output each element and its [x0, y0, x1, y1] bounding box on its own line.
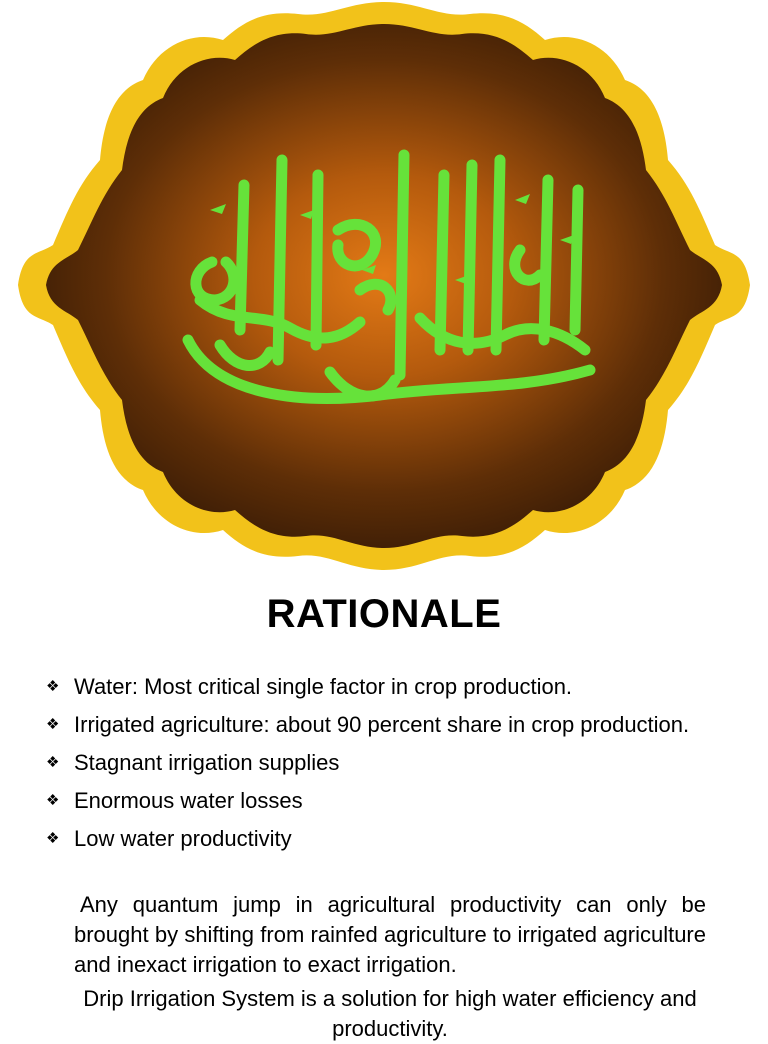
closing-statement: Drip Irrigation System is a solution for high water efficiency and productivity.: [83, 986, 697, 1041]
diamond-bullet-icon: ❖: [46, 830, 60, 847]
rationale-bullet-list: [46, 672, 706, 862]
diamond-bullet-icon: ❖: [46, 754, 60, 771]
bullet-text: Irrigated agriculture: about 90 percent share in crop production.: [74, 712, 690, 737]
diamond-bullet-icon: ❖: [46, 792, 60, 809]
list-item: [46, 786, 706, 815]
slide-title: RATIONALE: [266, 592, 502, 636]
list-item: [46, 824, 706, 853]
list-item: [46, 710, 706, 739]
bullet-text: Water: Most critical single factor in crop production.: [74, 674, 573, 699]
list-item: [46, 672, 706, 701]
diamond-bullet-icon: ❖: [46, 716, 60, 733]
list-item: [46, 748, 706, 777]
bullet-text: Low water productivity: [74, 826, 292, 851]
bullet-text: Stagnant irrigation supplies: [74, 750, 340, 775]
diamond-bullet-icon: ❖: [46, 678, 60, 695]
rationale-paragraph: Any quantum jump in agricultural productivity can only be brought by shifting from rainfed agriculture to irrigated agriculture and inexact irrigation to exact irrigation.: [74, 892, 706, 977]
bullet-text: Enormous water losses: [74, 788, 303, 813]
